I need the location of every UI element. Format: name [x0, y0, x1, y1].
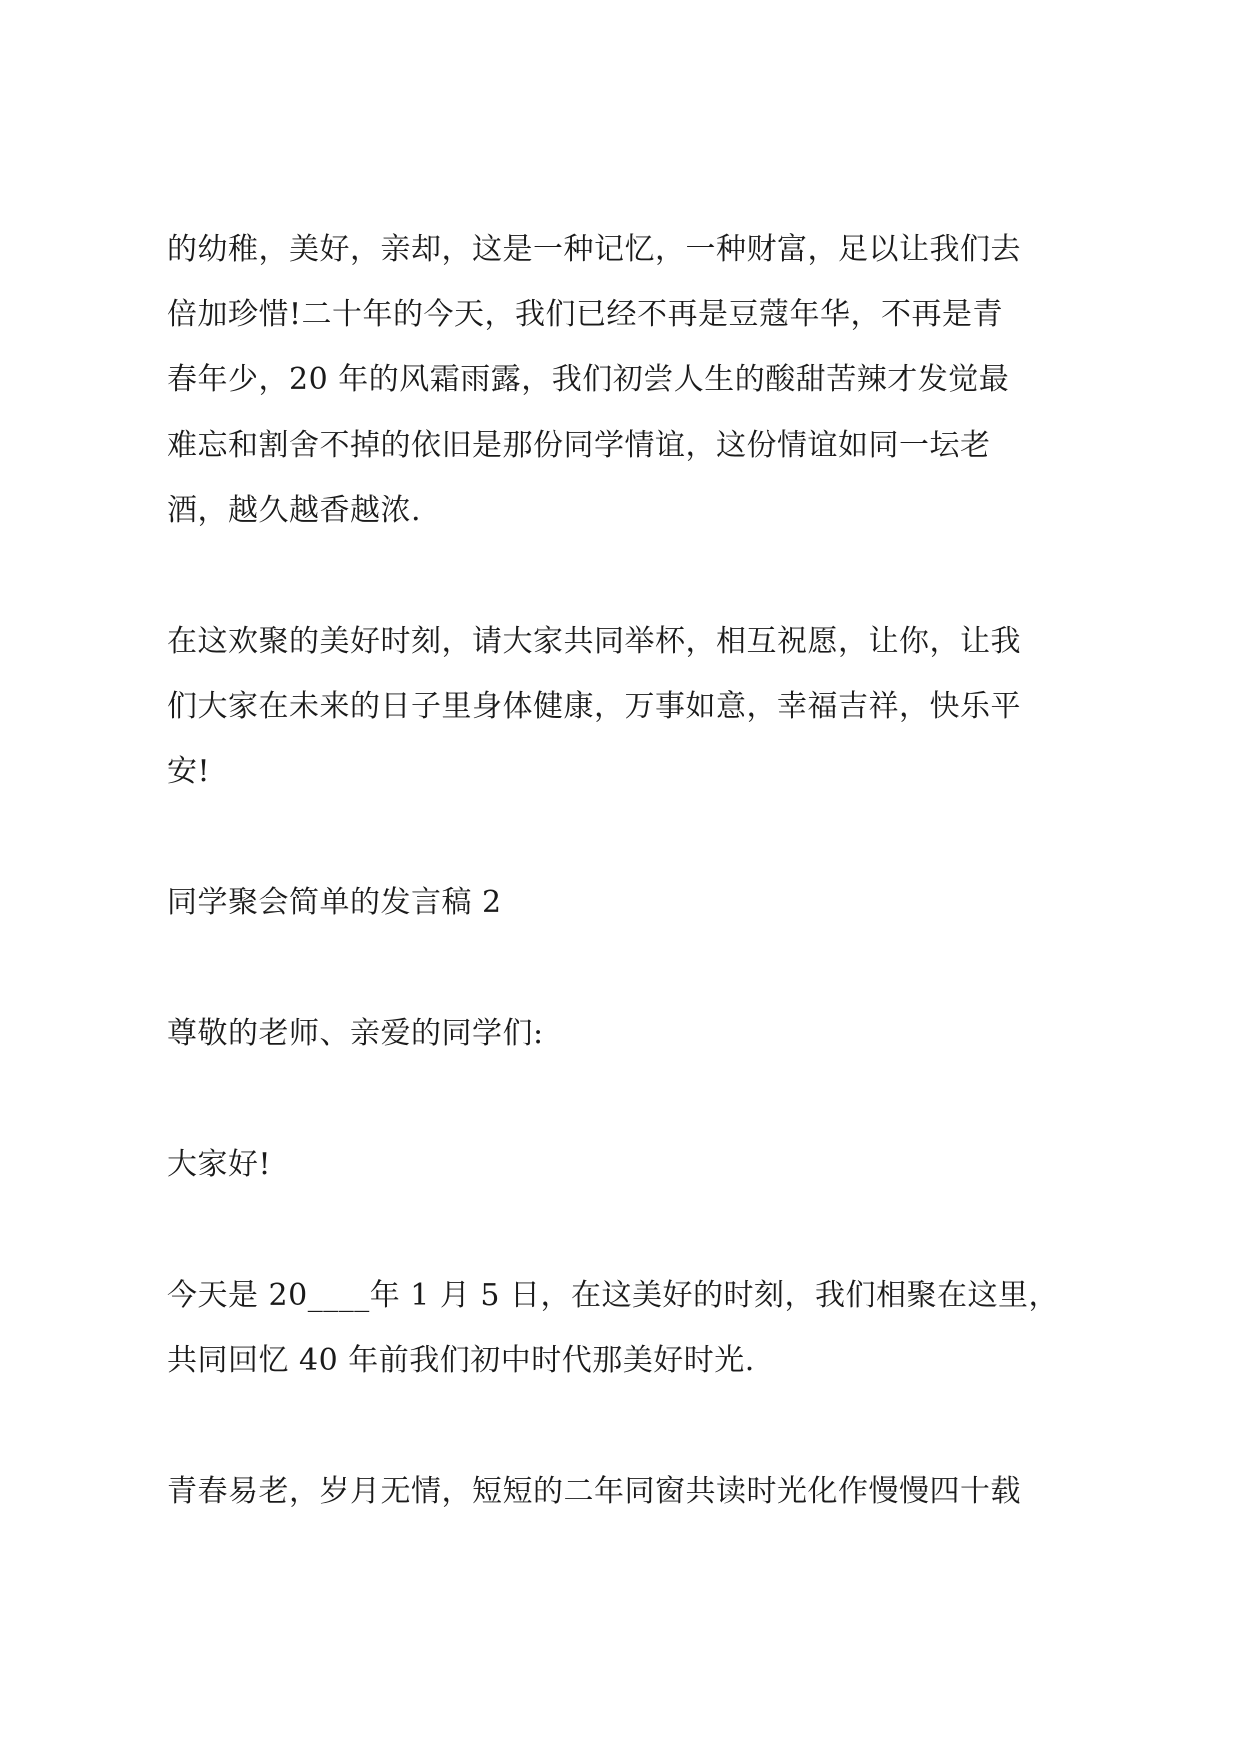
- section-title: 同学聚会简单的发言稿 2: [167, 885, 502, 920]
- paragraph-1-line-2: 倍加珍惜!二十年的今天，我们已经不再是豆蔻年华，不再是青: [167, 297, 1004, 332]
- paragraph-2-line-2: 们大家在未来的日子里身体健康，万事如意，幸福吉祥，快乐平: [167, 689, 1021, 724]
- paragraph-2-line-3: 安!: [167, 754, 211, 789]
- paragraph-4-line-1: 青春易老，岁月无情，短短的二年同窗共读时光化作慢慢四十载: [167, 1474, 1021, 1509]
- paragraph-3-line-2: 共同回忆 40 年前我们初中时代那美好时光.: [167, 1343, 755, 1378]
- paragraph-3-line-1: 今天是 20____年 1 月 5 日，在这美好的时刻，我们相聚在这里，: [167, 1278, 1060, 1313]
- paragraph-1-line-4: 难忘和割舍不掉的依旧是那份同学情谊，这份情谊如同一坛老: [167, 428, 991, 463]
- paragraph-2-line-1: 在这欢聚的美好时刻，请大家共同举杯，相互祝愿，让你，让我: [167, 624, 1021, 659]
- greeting: 大家好!: [167, 1147, 272, 1182]
- paragraph-1-line-5: 酒，越久越香越浓.: [167, 493, 422, 528]
- paragraph-1-line-3: 春年少，20 年的风霜雨露，我们初尝人生的酸甜苦辣才发觉最: [167, 362, 1010, 397]
- paragraph-1-line-1: 的幼稚，美好，亲却，这是一种记忆，一种财富，足以让我们去: [167, 232, 1021, 267]
- salutation: 尊敬的老师、亲爱的同学们:: [167, 1016, 544, 1051]
